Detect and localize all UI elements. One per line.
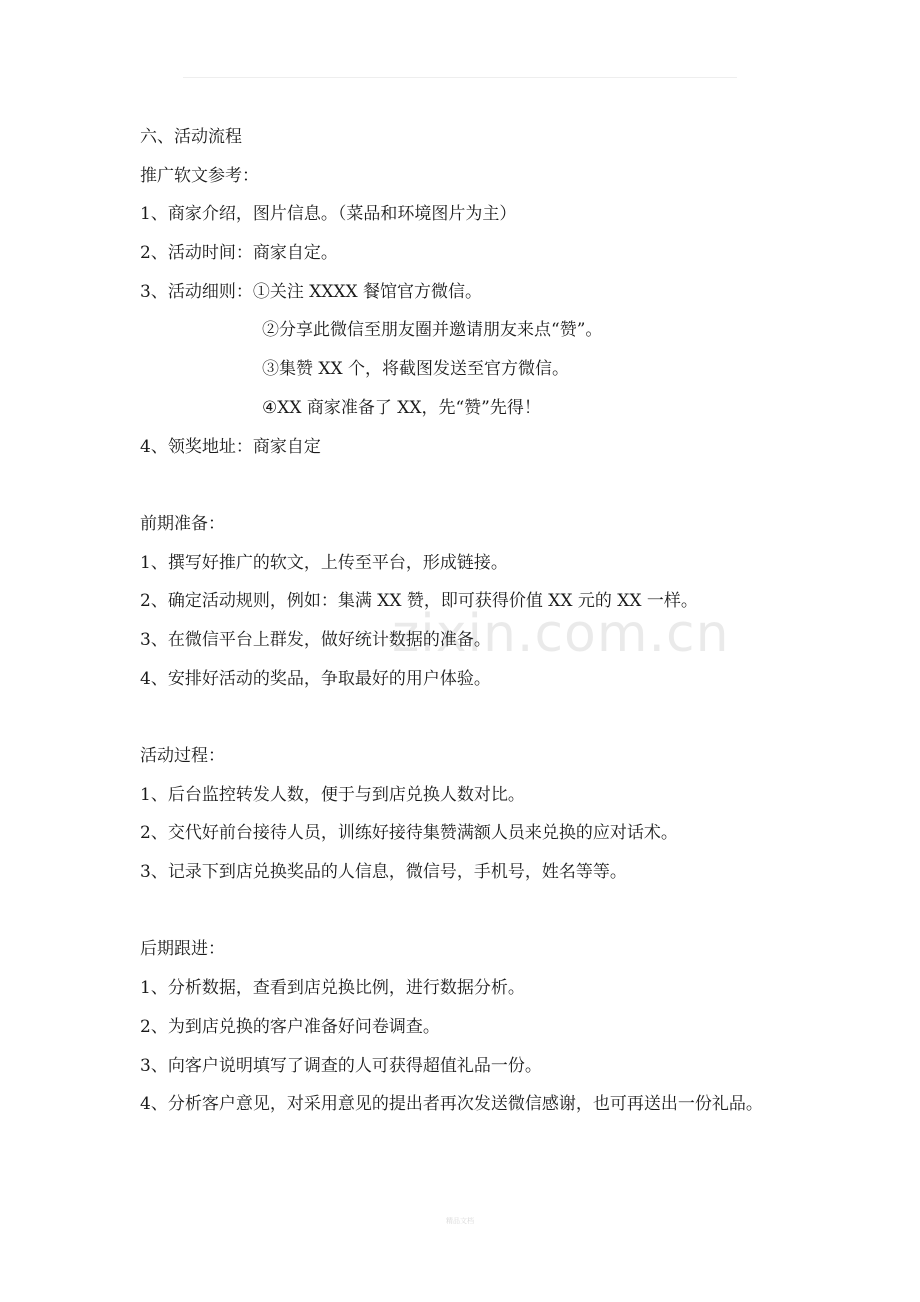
rule-item: ②分享此微信至朋友圈并邀请朋友来点“赞”。 [262,320,603,341]
article-heading: 推广软文参考： [140,165,259,186]
preparation-heading: 前期准备： [140,513,225,534]
watermark: zixin.com.cn [392,604,730,664]
list-item: 2、活动时间：商家自定。 [140,243,338,264]
followup-heading: 后期跟进： [140,939,225,960]
list-item: 1、商家介绍，图片信息。（菜品和环境图片为主） [140,204,517,225]
rule-item: ④XX 商家准备了 XX，先“赞”先得！ [262,397,541,418]
list-item: 4、分析客户意见，对采用意见的提出者再次发送微信感谢，也可再送出一份礼品。 [140,1094,763,1115]
rules-label: 3、活动细则： [140,281,253,302]
list-item: 3、向客户说明填写了调查的人可获得超值礼品一份。 [140,1055,542,1076]
list-item: 2、交代好前台接待人员，训练好接待集赞满额人员来兑换的应对话术。 [140,823,678,844]
section-title: 六、活动流程 [140,127,242,147]
list-item: 2、确定活动规则，例如：集满 XX 赞，即可获得价值 XX 元的 XX 一样。 [140,591,698,612]
list-item: 2、为到店兑换的客户准备好问卷调查。 [140,1016,440,1037]
process-heading: 活动过程： [140,746,225,766]
list-item: 3、在微信平台上群发，做好统计数据的准备。 [140,629,491,650]
rule-item: ①关注 XXXX 餐馆官方微信。 [252,281,483,302]
section-gap [140,466,800,505]
list-item: 1、分析数据，查看到店兑换比例，进行数据分析。 [140,978,525,999]
document-body [140,118,800,1124]
rules-row [140,273,800,312]
rule-item: ③集赞 XX 个，将截图发送至官方微信。 [262,359,570,380]
list-item: 1、撰写好推广的软文，上传至平台，形成链接。 [140,552,508,573]
footer-mark: 精品文档 [446,1217,474,1225]
list-item: 3、记录下到店兑换奖品的人信息，微信号，手机号，姓名等等。 [140,862,627,883]
list-item: 1、后台监控转发人数，便于与到店兑换人数对比。 [140,784,525,805]
section-gap [140,698,800,737]
list-item: 4、安排好活动的奖品，争取最好的用户体验。 [140,668,491,689]
list-item: 4、领奖地址：商家自定 [140,436,321,457]
header-rule [183,77,737,78]
section-gap [140,892,800,931]
